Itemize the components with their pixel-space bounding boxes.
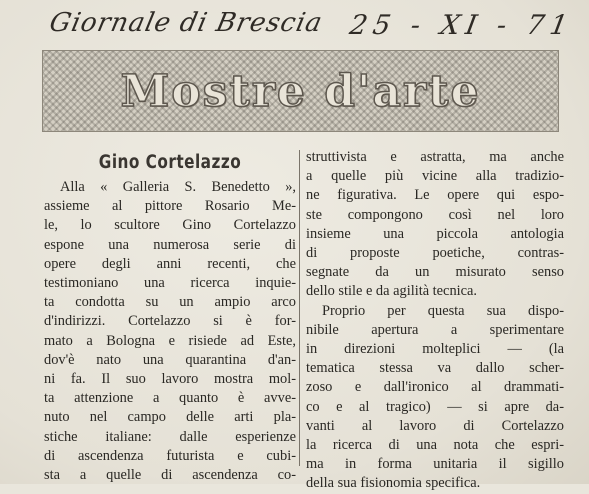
- text-line: in direzioni molteplici — (la: [306, 341, 564, 358]
- text-line: segnate da un misurato senso: [306, 264, 564, 281]
- text-line: ni fa. Il suo lavoro mostra mol-: [44, 371, 296, 388]
- text-line: ta condotta su un ampio arco: [44, 294, 296, 311]
- text-line: ne figurativa. Le opere qui espo-: [306, 187, 564, 204]
- text-line: zoso e dall'ironico al drammati-: [306, 379, 564, 396]
- text-line: dov'è nato una quarantina d'an-: [44, 351, 296, 368]
- text-line: assieme al pittore Rosario Me-: [44, 198, 296, 215]
- text-line: dello stile e da agilità tecnica.: [306, 283, 478, 300]
- text-line: sta a quelle di ascendenza co-: [44, 467, 296, 484]
- section-title: Mostre d'arte: [120, 65, 481, 117]
- text-line: Alla « Galleria S. Benedetto »,: [60, 179, 296, 195]
- text-line: a quelle più vicine alla tradizio-: [306, 168, 564, 185]
- text-line: struttivista e astratta, ma anche: [306, 149, 564, 165]
- text-line: la ricerca di una nota che espri-: [306, 437, 564, 454]
- article: [40, 148, 570, 492]
- text-line: stiche italiane: dalle esperienze: [44, 428, 296, 445]
- text-line: di ascendenza futurista e cubi-: [44, 447, 296, 464]
- right-column-text: [306, 148, 564, 494]
- text-line: co e al tragico) — si apre da-: [306, 398, 564, 415]
- handwritten-source: Giornale di Brescia: [46, 8, 326, 38]
- text-line: d'indirizzi. Cortelazzo si è for-: [44, 313, 296, 330]
- text-line: ste compongono così nel loro: [306, 206, 564, 223]
- article-left-column: [44, 148, 296, 485]
- text-line: ta attenzione a quanto è avve-: [44, 390, 296, 407]
- text-line: testimoniano una ricerca inquie-: [44, 275, 296, 292]
- handwritten-annotation: [46, 6, 580, 46]
- article-right-column: [306, 148, 564, 494]
- left-column-text: [44, 178, 296, 485]
- text-line: di proposte poetiche, contras-: [306, 245, 564, 262]
- text-line: espone una numerosa serie di: [44, 236, 296, 253]
- text-line: vanti al lavoro di Cortelazzo: [306, 417, 564, 434]
- section-header-banner: [42, 50, 559, 132]
- text-line: ma in forma unitaria il sigillo: [306, 456, 564, 473]
- text-line: nibile apertura a sperimentare: [306, 321, 564, 338]
- text-line: tematica stessa va dallo scher-: [306, 360, 564, 377]
- column-divider: [299, 150, 300, 466]
- handwritten-date: 25 - XI - 71: [347, 10, 576, 41]
- text-line: mato a Bologna e risiede ad Este,: [44, 332, 296, 349]
- text-line: nuto nel campo delle arti pla-: [44, 409, 296, 426]
- text-line: opere degli anni recenti, che: [44, 255, 296, 272]
- article-heading: Gino Cortelazzo: [98, 152, 242, 173]
- text-line: Proprio per questa sua dispo-: [322, 302, 564, 319]
- text-line: le, lo scultore Gino Cortelazzo: [44, 217, 296, 234]
- text-line: insieme una piccola antologia: [306, 225, 564, 242]
- text-line: della sua fisionomia specifica.: [306, 475, 481, 492]
